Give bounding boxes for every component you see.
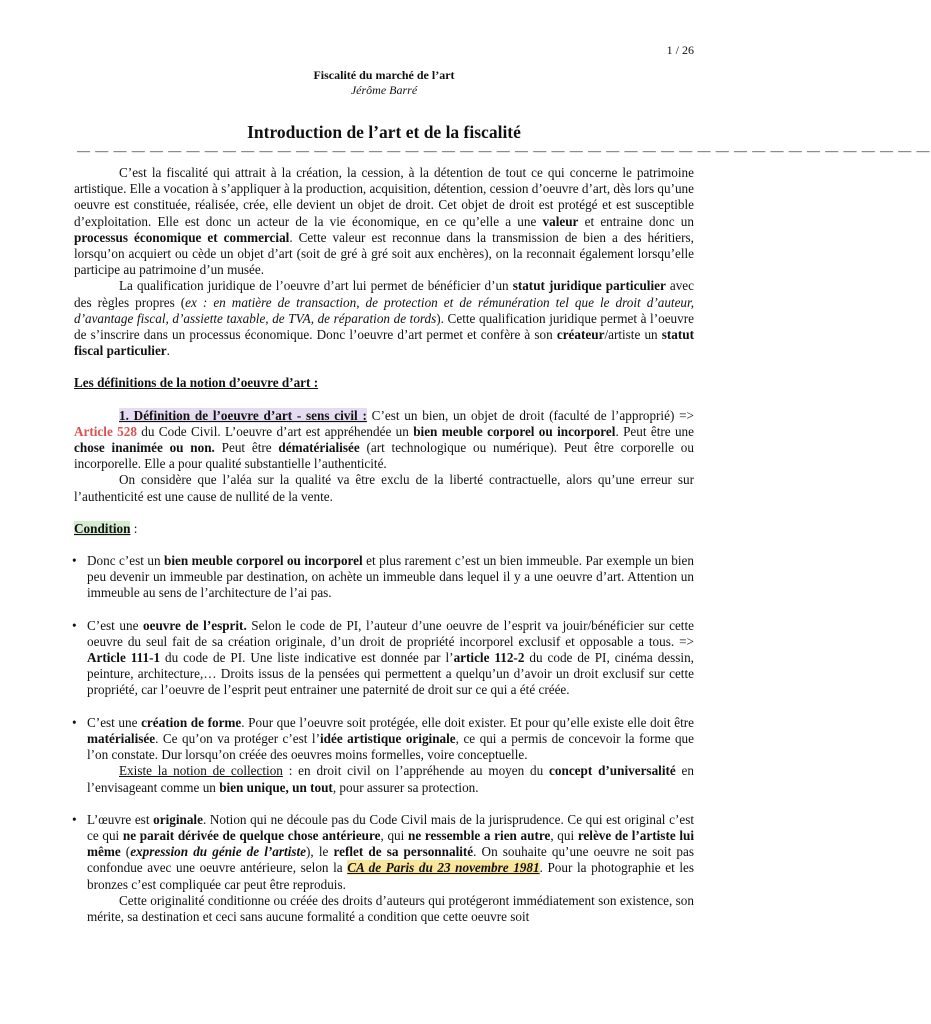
text-run: . On souhaite qu’une oeuvre ne soit pas confondue avec une oeuvre antérieure, selon la [87,844,694,876]
text-run-bold-italic: expression du génie de l’artiste [130,844,307,860]
text-run-bold: création de forme [141,714,242,730]
text-run: , pour assurer sa protection. [332,779,479,795]
text-run: et entraine donc un [578,213,694,229]
text-run: C’est un bien, un objet de droit (faculté de l’approprié) => [366,407,694,423]
text-run-bold: créateur [556,327,605,343]
spacer [74,505,694,521]
text-run: du code de PI. Une liste indicative est donnée par l’ [160,650,454,666]
bullet-icon: • [72,811,77,827]
text-run-bold: statut fiscal particulier [74,327,695,359]
collection-subparagraph [87,763,694,795]
text-run-bold: ne parait dérivée de quelque chose antérieure [122,827,381,843]
text-run-bold: Article 111-1 [87,650,161,666]
text-run-bold: statut juridique particulier [512,278,666,294]
article-528-reference: Article 528 [74,423,137,439]
bullet-item-2 [74,618,694,699]
spacer [74,359,694,375]
intro-paragraph-2 [74,278,694,359]
text-run-bold: article 112-2 [453,650,525,666]
text-run: . Cette valeur est reconnue dans la transmission de bien a des héritiers, lorsqu’on acquiert ou cède un objet d’art (soit de gré à gré soit aux enchères), on la reconnait également lorsqu’elle participe au patrimoine d’un musée. [74,229,694,278]
definition-1-paragraph [74,408,694,473]
text-run: , ce qui a permis de concevoir la forme que l’on constate. Dur lorsqu’on créée des oeuvres moins formelles, voire conceptuelle. [87,730,694,763]
page-title: Introduction de l’art et de la fiscalité [247,122,521,142]
text-run-bold: ne ressemble a rien autre [407,827,551,843]
text-run: . [166,343,170,359]
text-run: du Code Civil. L’oeuvre d’art est appréhendée un [136,423,414,439]
text-run: ), le [306,844,334,860]
text-run-bold: valeur [542,213,579,229]
text-run: , qui [380,827,408,843]
alea-paragraph: On considère que l’aléa sur la qualité va être exclu de la liberté contractuelle, alors qu’une erreur sur l’authenticité est une cause de nullité de la vente. [74,472,694,504]
bullet-item-1 [74,553,694,602]
text-run: . Pour la photographie et les bronzes c’est compliquée car peut être reproduis. [87,860,694,892]
author-name: Jérôme Barré [350,83,418,97]
document-body [74,165,694,925]
text-run: C’est une [87,714,142,730]
collection-notion: Existe la notion de collection [119,763,283,779]
text-run: Donc c’est un [87,553,165,569]
originality-continuation: Cette originalité conditionne ou créée des droits d’auteurs qui protégeront immédiatement son existence, son mérite, sa destination et ceci sans aucune formalité a condition que cette oeuvre soit [87,892,694,924]
spacer [74,602,694,618]
bullet-icon: • [72,714,77,730]
dashed-divider: — — — — — — — — — — — — — — — — — — — — — — — — — — — — — — — — — — — — — — — — — — — — — — — [77,143,931,158]
bullet-icon: • [72,617,77,633]
text-run: ( [120,844,131,860]
text-run: C’est une [87,617,144,633]
text-run: (art technologique ou numérique). Peut être corporelle ou incorporelle. Elle a pour qualité substantielle l’authenticité. [74,440,694,472]
ca-paris-1981-reference: CA de Paris du 23 novembre 1981 [347,860,540,876]
text-run-bold: chose inanimée ou non. [74,440,215,456]
section-heading-definitions: Les définitions de la notion d’oeuvre d’art : [74,375,319,391]
text-run-bold: dématérialisée [278,440,360,456]
text-run: . Ce qu’on va protéger c’est l’ [155,730,320,746]
text-run: Peut être [214,440,279,456]
page-number: 1 / 26 [666,43,694,57]
text-run: , qui [550,827,578,843]
text-run-bold: originale [153,811,203,827]
spacer [74,796,694,812]
spacer [74,392,694,408]
text-run: ). Cette qualification juridique permet à l’oeuvre de s’inscrire dans un processus économique. Donc l’oeuvre d’art permet et confère à son [74,310,694,343]
text-run: /artiste un [604,327,662,343]
bullet-item-4 [74,812,694,925]
text-run-bold: idée artistique originale [319,730,456,746]
text-run-bold: bien meuble corporel ou incorporel [164,553,363,569]
text-run-bold: matérialisée [87,730,156,746]
text-run-bold: bien meuble corporel ou incorporel [413,423,616,439]
text-run: . Pour que l’oeuvre soit protégée, elle doit exister. Et pour qu’elle existe elle doit être [241,714,694,730]
definition-1-heading: 1. Définition de l’oeuvre d’art - sens civil : [119,407,367,423]
text-run: . Notion qui ne découle pas du Code Civil mais de la jurisprudence. Ce qui est original c’est ce qui [87,811,695,843]
text-run: en l’envisageant comme un [87,763,694,795]
text-run: du code de PI, cinéma dessin, peinture, architecture,… Droits issus de la pensées qui permettent a quelqu’un d’avoir un droit exclusif sur cette propriété, car l’oeuvre de l’esprit peut entrainer une paternité de droit sur ce qui a été créée. [87,650,694,698]
condition-heading [74,521,694,537]
text-run-italic: ex : en matière de transaction, de protection et de rémunération tel que le droit d’auteur, d’avantage fiscal, d’assiette taxable, de TVA, de réparation de tords [74,294,694,326]
spacer [74,699,694,715]
document-header [0,68,768,98]
text-run: L’œuvre est [87,811,154,827]
intro-paragraph-1 [74,165,694,278]
bullet-icon: • [72,553,77,569]
spacer [74,537,694,553]
text-run-bold: concept d’universalité [549,763,676,779]
text-run: : [130,520,138,536]
text-run: . Peut être une [615,423,695,439]
course-title: Fiscalité du marché de l’art [313,68,455,82]
text-run-bold: reflet de sa personnalité [333,844,474,860]
text-run: C’est la fiscalité qui attrait à la création, la cession, à la détention de tout ce qui concerne le patrimoine artistique. Elle a vocation à s’appliquer à la production, acquisition, détention, cession d’oeuvre d’art, dès lors qu’une oeuvre est constituée, réalisée, crée, elle devient un objet de droit. Cet objet de droit est protégé et est susceptible d’exploitation. Elle est donc un acteur de la vie économique, en ce qu’elle a une [74,165,694,229]
text-run: avec des règles propres ( [74,278,694,310]
text-run-bold: relève de l’artiste lui même [87,827,695,860]
text-run: et plus rarement c’est un bien immeuble. Par exemple un bien peu devenir un immeuble par destination, on achète un immeuble dans lequel il y a une oeuvre d’art. Attention un immeuble au sens de l’architecture de l’ai pas. [87,553,694,601]
text-run: La qualification juridique de l’oeuvre d’art lui permet de bénéficier d’un [119,278,513,294]
text-run: : en droit civil on l’appréhende au moyen du [282,763,550,779]
condition-label: Condition [74,520,131,536]
text-run: Selon le code de PI, l’auteur d’une oeuvre de l’esprit va jouir/bénéficier sur cette oeuvre du seul fait de sa création originale, d’un droit de propriété incorporel exclusif et opposable a tous. => [87,617,694,649]
text-run-bold: bien unique, un tout [219,779,333,795]
text-run-bold: processus économique et commercial [74,229,290,245]
text-run-bold: oeuvre de l’esprit. [143,617,247,633]
bullet-item-3 [74,715,694,796]
